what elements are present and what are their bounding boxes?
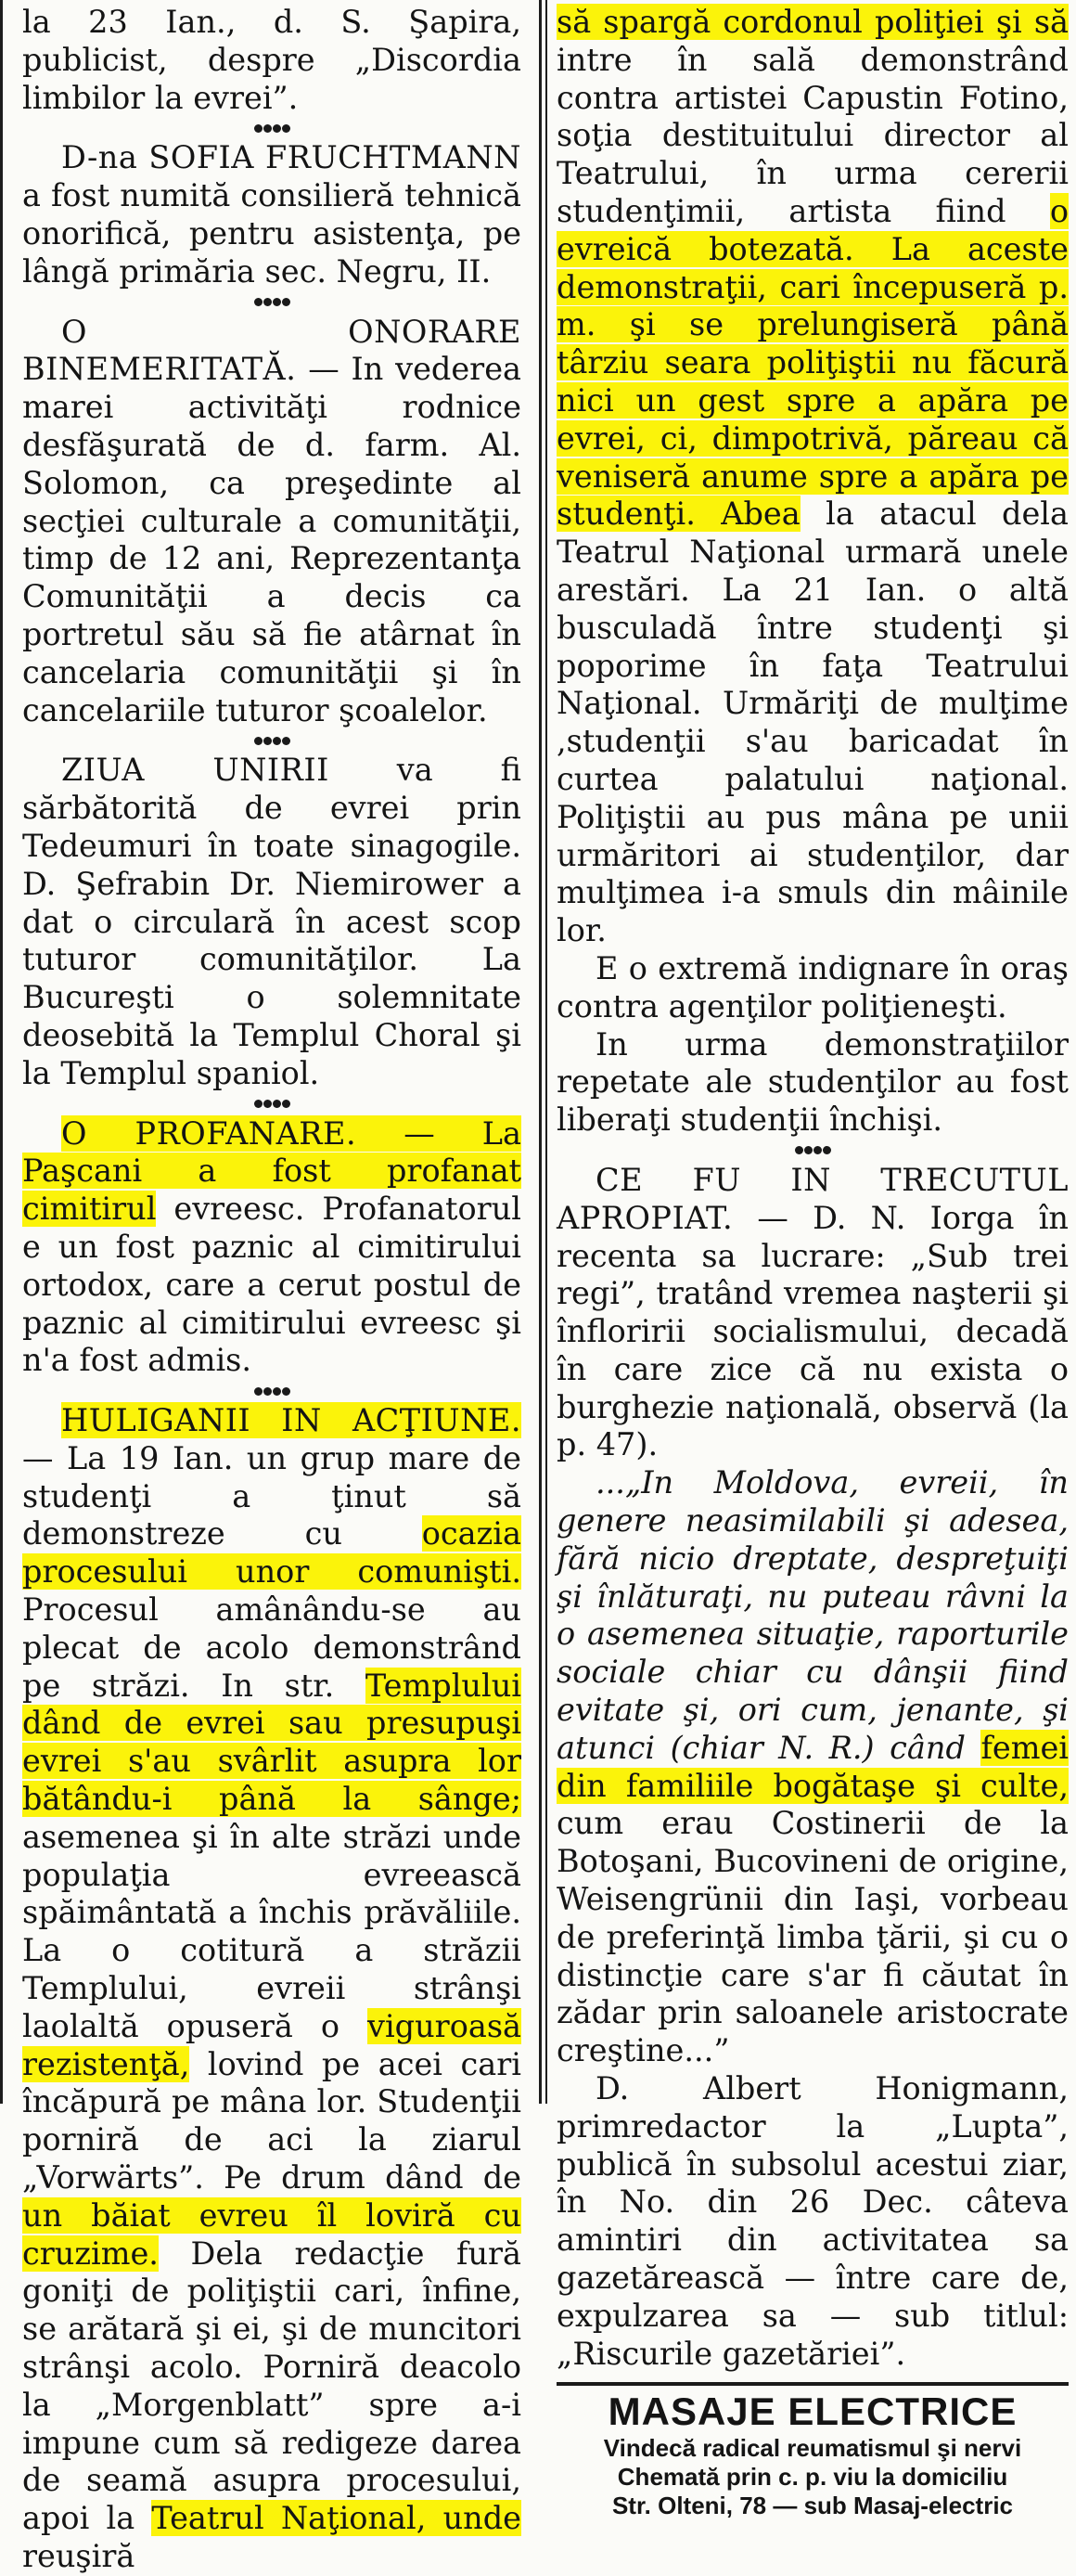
separator-dots	[22, 1093, 521, 1115]
ad-line: Chemată prin c. p. viu la domiciliu	[617, 2463, 1008, 2492]
advertisement	[557, 2382, 1069, 2520]
column-rule	[539, 0, 542, 2104]
highlight: viguroasă rezistenţă,	[22, 2007, 521, 2082]
article-ziua-unirii: ZIUA UNIRII va fi sărbătorită de evrei prin Tedeumuri în toate sinagogile. D. Şefrabin Dr. Niemirower a dat o circulară în acest scop tuturor comunităţilor. La Bucureşti o solemnitate deosebită la Templul Choral şi la Templul spaniol.	[22, 752, 521, 1091]
separator-dots	[22, 729, 521, 752]
headline: O PROFANARE.	[61, 1114, 357, 1152]
headline: D-na SOFIA FRUCHTMANN	[61, 139, 521, 176]
headline: CE FU IN TRECUTUL APROPIAT.	[557, 1161, 1069, 1236]
article-huliganii: HULIGANII IN ACŢIUNE. — La 19 Ian. un grup mare de studenţi a ţinut să demonstreze cu ocazia procesului unor comunişti. Procesul amânându-se au plecat de acolo demonstrând pe străzi. In str. Templului dând de evrei sau presupuşi evrei s'au svârlit asupra lor bătându-i până la sânge; asemenea şi în alte străzi unde populaţia evreească spăimântată a închis prăvăliile. La o cotitură a străzii Templului, evreii strânşi laolaltă opuseră o viguroasă rezistenţă, lovind pe acei cari încăpură pe mâna lor. Studenţii porniră de aci la ziarul „Vorwärts”. Pe drum dând de un băiat evreu îl loviră cu cruzime. Dela redacţie fură goniţi de poliţiştii cari, înfine, se arătară şi ei, şi de muncitori strânşi acolo. Porniră deacolo la „Morgenblatt” spre a-i impune cum să redigeze darea de seamă asupra procesului, apoi la Teatrul Naţional, unde reuşiră	[22, 1402, 521, 2574]
separator-dots	[22, 1380, 521, 1402]
article-fruchtmann: D-na SOFIA FRUCHTMANN a fost numită consilieră tehnică onorifică, pentru asistenţa, pe lângă primăria sec. Negru, II.	[22, 139, 521, 290]
ad-title: MASAJE ELECTRICE	[608, 2389, 1018, 2434]
left-border-rule	[0, 0, 3, 2104]
quote-iorga: ...„In Moldova, evreii, în genere neasimilabili şi adesea, fără nicio dreptate, despreţuiţi şi înlăturaţi, nu puteau râvni la o asemenea situaţie, raporturile sociale chiar cu dânşii fiind evitate şi, ori cum, jenante, şi atunci (chiar N. R.) când femei din familiile bogătaşe şi culte, cum erau Costinerii de la Botoşani, Bucovineni de origine, Weisengrünii din Iaşi, vorbeau de preferinţă limba ţării, şi cu o distincţie care s'ar fi căutat în zădar prin saloanele aristocrate creştine...”	[557, 1464, 1069, 2069]
left-column	[22, 4, 521, 2576]
ad-line: Vindecă radical reumatismul şi nervi	[603, 2434, 1022, 2463]
separator-dots	[22, 117, 521, 139]
highlight: un băiat evreu îl loviră cu cruzime.	[22, 2196, 521, 2272]
highlight: ocazia procesului unor comunişti.	[22, 1515, 521, 1591]
highlight: Templului dând de evrei sau presupuşi evrei s'au svârlit asupra lor bătându-i până la sânge;	[22, 1667, 521, 1818]
ad-line: Str. Olteni, 78 — sub Masaj-electric	[611, 2492, 1014, 2520]
headline: ZIUA UNIRII	[61, 752, 329, 789]
paragraph-sapira: la 23 Ian., d. S. Şapira, publicist, despre „Discordia limbilor la evrei”.	[22, 4, 521, 116]
article-trecut: CE FU IN TRECUTUL APROPIAT. — D. N. Iorga în recenta sa lucrare: „Sub trei regi”, tratând vremea naşterii şi înfloririi socialismului, decadă în care zice că nu exista o burghezie naţională, observă (la p. 47).	[557, 1161, 1069, 1463]
headline: HULIGANII IN ACŢIUNE.	[61, 1402, 521, 1439]
separator-dots	[22, 291, 521, 314]
article-profanare: O PROFANARE. — La Paşcani a fost profanat cimitirul evreesc. Profanatorul e un fost paznic al cimitirului ortodox, care a cerut postul de paznic al cimitirului evreesc şi n'a fost admis.	[22, 1114, 521, 1379]
article-honigmann: D. Albert Honigmann, primredactor la „Lupta”, publică în subsolul acestui ziar, în No. din 26 Dec. câteva amintiri din activitatea sa gazetărească — între care de, expulzarea sa — sub titlul: „Riscurile gazetăriei”.	[557, 2070, 1069, 2372]
highlight: femei din familiile bogătaşe şi culte,	[557, 1729, 1069, 1804]
highlight: să spargă cordonul poliţiei şi să	[557, 4, 1069, 40]
article-onorare: O ONORARE BINEMERITATĂ. — In vederea marei activităţi rodnice desfăşurată de d. farm. Al. Solomon, ca preşedinte al secţiei culturale a comunităţii, timp de 12 ani, Reprezentanţa Comunităţii a decis ca portretul său să fie atârnat în cancelaria comunităţii şi în cancelariile tuturor şcoalelor.	[22, 313, 521, 728]
headline: O ONORARE BINEMERITATĂ.	[22, 313, 521, 388]
separator-dots	[557, 1140, 1069, 1162]
highlight: — La Paşcani a fost profanat cimitirul	[22, 1114, 521, 1228]
right-column	[557, 4, 1069, 2520]
highlight: o evreică botezată. La aceste demonstraţii, cari începuseră p. m. şi se prelungiseră până târziu seara poliţiştii nu făcură nici un gest spre a apăra pe evrei, ci, dimpotrivă, păreau că veniseră anume spre a apăra pe studenţi. Abea	[557, 192, 1069, 533]
highlight: Teatrul Naţional, unde	[151, 2500, 521, 2537]
paragraph-liberati: In urma demonstraţiilor repetate ale studenţilor au fost liberaţi studenţii închişi.	[557, 1025, 1069, 1139]
column-rule-inner	[545, 0, 547, 2104]
article-huliganii-continued: să spargă cordonul poliţiei şi să intre în sală demonstrând contra artistei Capustin Fotino, soţia destituitului director al Teatrului, în urma cererii studenţimii, artista fiind o evreică botezată. La aceste demonstraţii, cari începuseră p. m. şi se prelungiseră până târziu seara poliţiştii nu făcură nici un gest spre a apăra pe evrei, ci, dimpotrivă, păreau că veniseră anume spre a apăra pe studenţi. Abea la atacul dela Teatrul Naţional urmară unele arestări. La 21 Ian. o altă busculadă între studenţi şi poporime în faţa Teatrului Naţional. Urmăriţi de mulţime ,studenţii s'au baricadat în curtea palatului naţional. Poliţiştii au pus mâna pe unii urmăritori ai studenţilor, dar mulţimea i-a smuls din mâinile lor.	[557, 4, 1069, 949]
paragraph-indignare: E o extremă indignare în oraş contra agenţilor poliţieneşti.	[557, 949, 1069, 1024]
